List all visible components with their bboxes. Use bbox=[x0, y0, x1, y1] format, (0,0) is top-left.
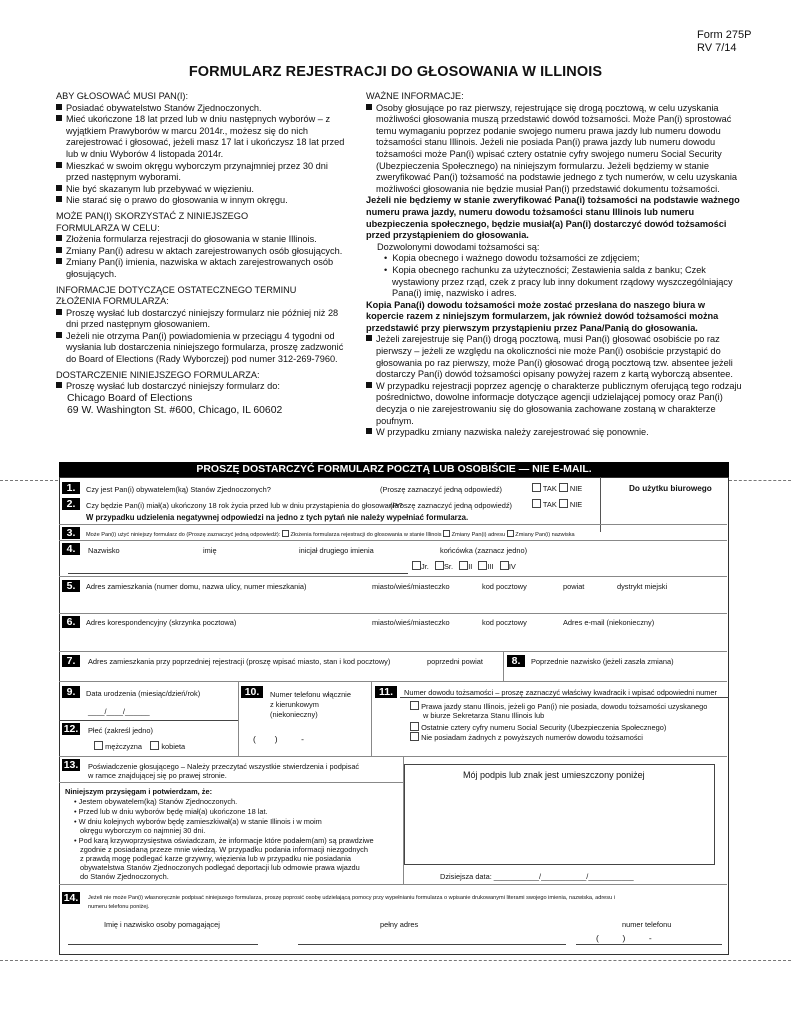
q3-number: 3. bbox=[62, 527, 80, 539]
q14-number: 14. bbox=[63, 892, 79, 904]
use-item: Złożenia formularza rejestracji do głosowania w stanie Illinois. bbox=[56, 234, 352, 246]
form-title: FORMULARZ REJESTRACJI DO GŁOSOWANIA W ILLINOIS bbox=[188, 64, 603, 80]
q3-name-checkbox[interactable] bbox=[507, 530, 514, 537]
q2-no-checkbox[interactable] bbox=[559, 499, 568, 508]
q9-number: 9. bbox=[62, 686, 80, 698]
q4-number: 4. bbox=[62, 543, 80, 555]
q3-register-checkbox[interactable] bbox=[282, 530, 289, 537]
req-item: Nie starać się o prawo do głosowania w innym okręgu. bbox=[56, 195, 352, 207]
mailing-address: Chicago Board of Elections bbox=[67, 392, 193, 404]
q11-number: 11. bbox=[375, 686, 397, 698]
cut-line bbox=[0, 960, 791, 961]
mailing-address: 69 W. Washington St. #600, Chicago, IL 60602 bbox=[67, 404, 283, 416]
gender-female-checkbox[interactable] bbox=[150, 741, 159, 750]
mailing-address-line[interactable] bbox=[59, 651, 727, 652]
birth-date-field[interactable]: ____/____/______ bbox=[88, 707, 150, 716]
q8-number: 8. bbox=[507, 655, 525, 667]
delivery-banner: PROSZĘ DOSTARCZYĆ FORMULARZ POCZTĄ LUB OSOBIŚCIE — NIE E-MAIL. bbox=[59, 462, 729, 477]
q6-number: 6. bbox=[62, 616, 80, 628]
use-item: Zmiany Pan(i) adresu w aktach zarejestrowanych osób głosujących. bbox=[56, 246, 352, 258]
q12-number: 12. bbox=[63, 723, 79, 735]
q1-yes-checkbox[interactable] bbox=[532, 483, 541, 492]
cut-line bbox=[729, 480, 791, 481]
q5-number: 5. bbox=[62, 580, 80, 592]
deadline-item: Proszę wysłać lub dostarczyć niniejszy formularz nie później niż 28 dni przed następnym głosowaniem. bbox=[56, 308, 352, 331]
id-item: • Kopia obecnego i ważnego dowodu tożsamości ze zdjęciem; bbox=[384, 253, 640, 264]
q2-number: 2. bbox=[62, 498, 80, 510]
name-input-line[interactable] bbox=[68, 573, 408, 574]
suffix-jr-checkbox[interactable] bbox=[412, 561, 421, 570]
q10-number: 10. bbox=[241, 686, 263, 698]
office-use-label: Do użytku biurowego bbox=[629, 484, 712, 493]
helper-name-line[interactable] bbox=[68, 944, 258, 945]
req-item: Posiadać obywatelstwo Stanów Zjednoczonych. bbox=[56, 103, 352, 115]
phone-field[interactable]: ( ) - bbox=[253, 734, 304, 744]
right-instructions: WAŻNE INFORMACJE: Osoby głosujące po raz pierwszy, rejestrujące się drogą pocztową, w celu uzyskania możliwości głosowania muszą przedstawić dowód tożsamości. Może Pan(i) sprostować temu wymaganiu poprzez podanie swojego numeru prawa jazdy lub numeru dowodu tożsamości stanu Illinois. Jeżeli nie posiada Pan(i) prawa jazdy lub numeru dowodu tożsamości może Pan(i) wpisać cztery ostatnie cyfry swojego numeru Social Security (Ubezpieczenia Społecznego) na niniejszym formularzu. Jeżeli będziemy w stanie zweryfikować Pan(i) tożsamość na podstawie jednego z tych numerów, w celu uzyskania możliwości głosowania nie będzie musiał Pan(i) przedstawić dokumentu tożsamości. Jeżeli nie będziemy w stanie zweryfikować Pana(i) tożsamości na podstawie ważnego numeru prawa jazdy, numeru dowodu tożsamości stanu Illinois lub numeru ubezpieczenia społecznego, będzie musiał(a) Pan(i) dostarczyć dowód tożsamości przed przystąpieniem do głosowania. Dozwolonymi dowodami tożsamości są: • Kopia obecnego i ważnego dowodu tożsamości ze zdjęciem; • Kopia obecnego rachunku za użyteczności; Zestawienia salda z banku; Czek wystawiony przez rząd, czek z pracy lub inny dokument rządowy wyszczególniający Pana(i) imię, nazwisko i adres. Kopia Pana(i) dowodu tożsamości może zostać przesłana do naszego biura w kopercie razem z niniejszym formularzem, jak również dowód tożsamości można przedstawić przy pierwszym przystąpieniu przez Pana/Panią do głosowania. Jeżeli zarejestruje się Pan(i) drogą pocztową, musi Pan(i) głosować osobiście po raz pierwszy – jeżeli ze względu na okoliczności nie może Pan(i) osobiście przystąpić do głosowania po raz pierwszy, może Pan(i) głosować drogą pocztową tzw. absentee jeżeli dostarczy Pan(i) dowód tożsamości opisany powyżej razem z kartą wyborczą absentee. W przypadku rejestracji poprzez agencję o charakterze publicznym oferującą tego rodzaju pośrednictwo, dowolne informacje dotyczące agencji udzielającej pomocy oraz Pan(i) decyzja o nie zarejestrowaniu się do głosowania zachowane zostaną w charakterze poufnym. W przypadku zmiany nazwiska należy zarejestrować się ponownie. bbox=[366, 91, 744, 439]
q2-label: Czy będzie Pan(i) miał(a) ukończony 18 rok życia przed lub w dniu przystąpienia do głosowania? bbox=[86, 501, 403, 510]
q13-number: 13. bbox=[63, 759, 79, 771]
id-none-checkbox[interactable] bbox=[410, 732, 419, 741]
q7-number: 7. bbox=[62, 655, 80, 667]
helper-address-line[interactable] bbox=[298, 944, 566, 945]
suffix-iv-checkbox[interactable] bbox=[500, 561, 509, 570]
q1-no-checkbox[interactable] bbox=[559, 483, 568, 492]
helper-phone-field[interactable]: ( ) - bbox=[596, 933, 652, 943]
form-number: Form 275P RV 7/14 bbox=[697, 29, 752, 54]
q1-number: 1. bbox=[62, 482, 80, 494]
cut-line bbox=[0, 480, 58, 481]
previous-address-line[interactable] bbox=[59, 681, 727, 682]
use-item: Zmiany Pan(i) imienia, nazwiska w aktach zarejestrowanych osób głosujących. bbox=[56, 257, 352, 280]
gender-male-checkbox[interactable] bbox=[94, 741, 103, 750]
negative-notice: W przypadku udzielenia negatywnej odpowiedzi na jedno z tych pytań nie należy wypełniać formularza. bbox=[86, 513, 469, 522]
req-item: Nie być skazanym lub przebywać w więzieniu. bbox=[56, 184, 352, 196]
suffix-sr-checkbox[interactable] bbox=[435, 561, 444, 570]
req-item: Mieć ukończone 18 lat przed lub w dniu następnych wyborów – z wyjątkiem Prawyborów w marcu 2014r., możesz się do nich zarejestrować i głosować, jeżeli masz 17 lat i ukończysz 18 lat przed lub w dniu Wyborów 4 listopada 2014r. bbox=[56, 114, 352, 160]
id-drivers-license-checkbox[interactable] bbox=[410, 701, 419, 710]
date-field[interactable]: Dzisiejsza data: ___________/___________/___________ bbox=[440, 872, 634, 881]
q1-label: Czy jest Pan(i) obywatelem(ką) Stanów Zjednoczonych? bbox=[86, 485, 271, 494]
helper-phone-line[interactable] bbox=[576, 944, 722, 945]
suffix-ii-checkbox[interactable] bbox=[459, 561, 468, 570]
q2-yes-checkbox[interactable] bbox=[532, 499, 541, 508]
left-instructions: ABY GŁOSOWAĆ MUSI PAN(I): Posiadać obywatelstwo Stanów Zjednoczonych. Mieć ukończone 18 lat przed lub w dniu następnych wyborów – z wyjątkiem Prawyborów w marcu 2014r., możesz się do nich zarejestrować i głosować, jeżeli masz 17 lat i ukończysz 18 lat przed lub w dniu Wyborów 4 listopada 2014r. Mieszkać w swoim okręgu wyborczym przynajmniej przez 30 dni przed następnym wyborami. Nie być skazanym lub przebywać w więzieniu. Nie starać się o prawo do głosowania w innym okręgu. MOŻE PAN(I) SKORZYSTAĆ Z NINIEJSZEGO FORMULARZA W CELU: Złożenia formularza rejestracji do głosowania w stanie Illinois. Zmiany Pan(i) adresu w aktach zarejestrowanych osób głosujących. Zmiany Pan(i) imienia, nazwiska w aktach zarejestrowanych osób głosujących. INFORMACJE DOTYCZĄCE OSTATECZNEGO TERMINU ZŁOŻENIA FORMULARZA: Proszę wysłać lub dostarczyć niniejszy formularz nie później niż 28 dni przed następnym głosowaniem. Jeżeli nie otrzyma Pan(i) powiadomienia w przeciągu 4 tygodni od wysłania lub dostarczenia niniejszego formularza, proszę zadzwonić do Board of Elections (Rady Wyborczej) pod numer 312-269-7960. DOSTARCZENIE NINIEJSZEGO FORMULARZA: Proszę wysłać lub dostarczyć niniejszy formularz do: Chicago Board of Elections 69 W. Washington St. #600, Chicago, IL 60602 bbox=[56, 91, 352, 417]
deadline-item: Jeżeli nie otrzyma Pan(i) powiadomienia w przeciągu 4 tygodni od wysłania lub dostarczenia niniejszego formularza, proszę zadzwonić do Board of Elections (Rady Wyborczej) pod numer 312-269-7960. bbox=[56, 331, 352, 366]
req-item: Mieszkać w swoim okręgu wyborczym przynajmniej przez 30 dni przed następnym wyborami. bbox=[56, 161, 352, 184]
residence-address-line[interactable] bbox=[59, 613, 727, 614]
id-ssn-checkbox[interactable] bbox=[410, 722, 419, 731]
id-item: • Kopia obecnego rachunku za użyteczności; Zestawienia salda z banku; Czek wystawiony przez rząd, czek z pracy lub inny dokument rządowy wyszczególniający Pana(i) imię, nazwisko i adres. bbox=[384, 264, 733, 299]
q3-address-checkbox[interactable] bbox=[443, 530, 450, 537]
